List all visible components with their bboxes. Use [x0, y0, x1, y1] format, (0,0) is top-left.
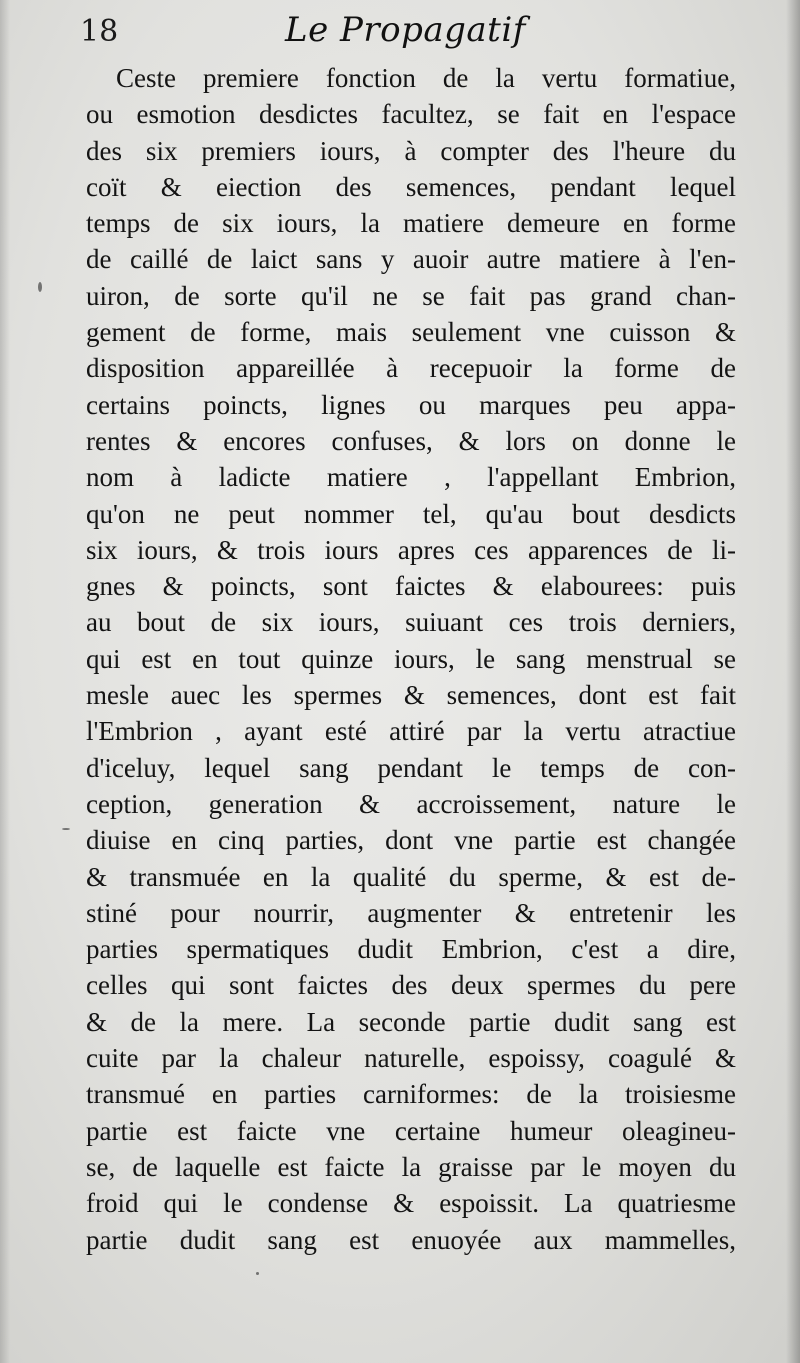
page-left-shadow	[0, 0, 10, 1363]
text-line: se, de laquelle est faicte la graisse par le moyen du	[86, 1151, 736, 1182]
text-line: parties spermatiques dudit Embrion, c'est a dire,	[86, 934, 736, 965]
text-line: Ceste premiere fonction de la vertu formatiue,	[116, 63, 736, 93]
text-line: & de la mere. La seconde partie dudit sang est	[86, 1006, 736, 1037]
text-line: rentes & encores confuses, & lors on donne le	[86, 425, 736, 456]
ink-speck	[38, 282, 42, 292]
text-line: transmué en parties carniformes: de la troisiesme	[86, 1079, 736, 1110]
running-title: Le Propagatif	[285, 10, 526, 50]
text-line: qu'on ne peut nommer tel, qu'au bout desdicts	[86, 498, 736, 529]
text-line: celles qui sont faictes des deux spermes du pere	[86, 970, 736, 1001]
text-line: de caillé de laict sans y auoir autre matiere à l'en-	[86, 244, 736, 275]
text-line: partie dudit sang est enuoyée aux mammelles,	[86, 1224, 736, 1255]
ink-speck	[62, 828, 70, 830]
text-line: stiné pour nourrir, augmenter & entretenir les	[86, 897, 736, 928]
text-line: uiron, de sorte qu'il ne se fait pas grand chan-	[86, 280, 736, 311]
text-line: ception, generation & accroissement, nature le	[86, 788, 736, 819]
text-line: six iours, & trois iours apres ces apparences de li-	[86, 534, 736, 565]
text-line: au bout de six iours, suiuant ces trois derniers,	[86, 607, 736, 638]
text-line: froid qui le condense & espoissit. La quatriesme	[86, 1188, 736, 1219]
text-line: mesle auec les spermes & semences, dont est fait	[86, 680, 736, 711]
text-line: nom à ladicte matiere , l'appellant Embrion,	[86, 462, 736, 493]
text-line: gnes & poincts, sont faictes & elabourees: puis	[86, 571, 736, 602]
text-line: disposition appareillée à recepuoir la forme de	[86, 353, 736, 384]
text-line: cuite par la chaleur naturelle, espoissy, coagulé &	[86, 1043, 736, 1074]
text-line: l'Embrion , ayant esté attiré par la vertu atractiue	[86, 716, 736, 747]
page-header	[80, 6, 720, 60]
text-line: qui est en tout quinze iours, le sang menstrual se	[86, 643, 736, 674]
text-line: gement de forme, mais seulement vne cuisson &	[86, 317, 736, 348]
body-text	[86, 60, 736, 1258]
text-line: coït & eiection des semences, pendant lequel	[86, 171, 736, 202]
text-line: des six premiers iours, à compter des l'heure du	[86, 135, 736, 166]
text-line: partie est faicte vne certaine humeur oleagineu-	[86, 1115, 736, 1146]
text-line: diuise en cinq parties, dont vne partie est changée	[86, 825, 736, 856]
ink-speck	[256, 1272, 259, 1275]
text-line: certains poincts, lignes ou marques peu appa-	[86, 389, 736, 420]
text-line: temps de six iours, la matiere demeure en forme	[86, 208, 736, 239]
page-number: 18	[80, 14, 119, 49]
text-line: d'iceluy, lequel sang pendant le temps de con-	[86, 752, 736, 783]
page-right-shadow	[786, 0, 800, 1363]
text-line: ou esmotion desdictes facultez, se fait en l'espace	[86, 99, 736, 130]
text-line: & transmuée en la qualité du sperme, & est de-	[86, 861, 736, 892]
